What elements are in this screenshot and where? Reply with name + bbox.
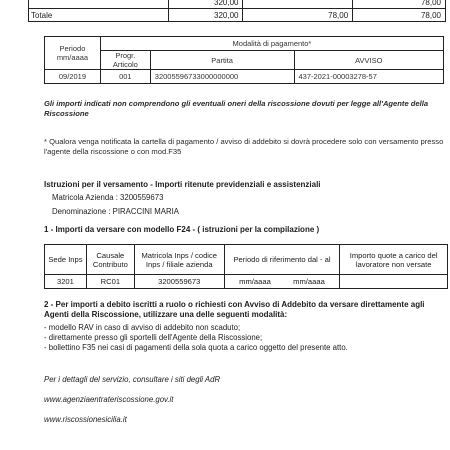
table-row: [45, 275, 448, 289]
cell-causale: RC01: [86, 275, 134, 289]
denominazione-line: Denominazione : PIRACCINI MARIA: [52, 207, 179, 216]
totals-cell: 78,00: [353, 9, 446, 22]
f24-table: [44, 244, 448, 289]
service-info: Per i dettagli del servizio, consultare i siti degli AdR: [44, 375, 221, 384]
payment-table: [44, 36, 444, 84]
col-partita-header: Partita: [150, 51, 294, 70]
table-row: [45, 245, 448, 275]
link-riscossione-sicilia[interactable]: www.riscossionesicilia.it: [44, 415, 127, 424]
totals-cell: 320,00: [168, 9, 243, 22]
col-sede-header: Sede Inps: [45, 245, 87, 275]
totals-table: [28, 0, 446, 22]
list-item: - bollettino F35 nei casi di pagamenti della sola quota a carico oggetto del presente atto.: [44, 343, 348, 352]
cell-al: mm/aaaa: [293, 277, 325, 286]
cell-matricola: 3200559673: [134, 275, 224, 289]
col-periodo-header: Periodo mm/aaaa: [45, 37, 101, 70]
link-agenzia-entrate[interactable]: www.agenziaentrateriscossione.gov.it: [44, 395, 174, 404]
col-importo-header: Importo quote a carico del lavoratore non versate: [340, 245, 448, 275]
asterisk-note: * Qualora venga notificata la cartella di pagamento / avviso di addebito si dovrà procedere solo con versamento presso l'agente della riscossione o con mod.F35: [44, 137, 444, 156]
instructions-title: Istruzioni per il versamento - Importi ritenute previdenziali e assistenziali: [44, 180, 321, 189]
charges-note: Gli importi indicati non comprendono gli eventuali oneri della riscossione dovuti per legge all'Agente della Riscossione: [44, 99, 429, 118]
totals-cell: 320,00: [168, 0, 243, 9]
table-row: [45, 37, 444, 51]
table-row: [29, 0, 446, 9]
cell-periodo: 09/2019: [45, 70, 101, 84]
col-periodo-header: Periodo di riferimento dal - al: [224, 245, 340, 275]
col-avviso-header: AVVISO: [294, 51, 444, 70]
cell-sede: 3201: [45, 275, 87, 289]
table-row: [45, 51, 444, 70]
col-causale-header: Causale Contributo: [86, 245, 134, 275]
matricola-line: Matricola Azienda : 3200559673: [52, 193, 164, 202]
totals-cell: 78,00: [243, 9, 353, 22]
cell-periodo: [224, 275, 340, 289]
cell-importo: [340, 275, 448, 289]
cell-partita: 32005596733000000000: [150, 70, 294, 84]
modalities-list: [44, 323, 448, 353]
totals-label: Totale: [29, 9, 169, 22]
table-row: [29, 9, 446, 22]
group-header: Modalità di pagamento*: [100, 37, 443, 51]
section1-title: 1 - Importi da versare con modello F24 - ( istruzioni per la compilazione ): [44, 225, 320, 234]
cell-progr: 001: [100, 70, 150, 84]
cell-avviso: 437-2021-00003278-57: [294, 70, 444, 84]
totals-cell: [243, 0, 353, 9]
list-item: - direttamente presso gli sportelli dell'Agente della Riscossione;: [44, 333, 263, 342]
col-progr-header: Progr. Articolo: [100, 51, 150, 70]
col-matricola-header: Matricola Inps / codice Inps / filiale azienda: [134, 245, 224, 275]
table-row: [45, 70, 444, 84]
section2-title: 2 - Per importi a debito iscritti a ruolo o richiesti con Avviso di Addebito da versare direttamente agli Agenti della Riscossione, utilizzare una delle seguenti modalità:: [44, 300, 425, 319]
totals-cell: [29, 0, 169, 9]
cell-dal: mm/aaaa: [239, 277, 271, 286]
list-item: - modello RAV in caso di avviso di addebito non scaduto;: [44, 323, 241, 332]
totals-cell: 78,00: [353, 0, 446, 9]
